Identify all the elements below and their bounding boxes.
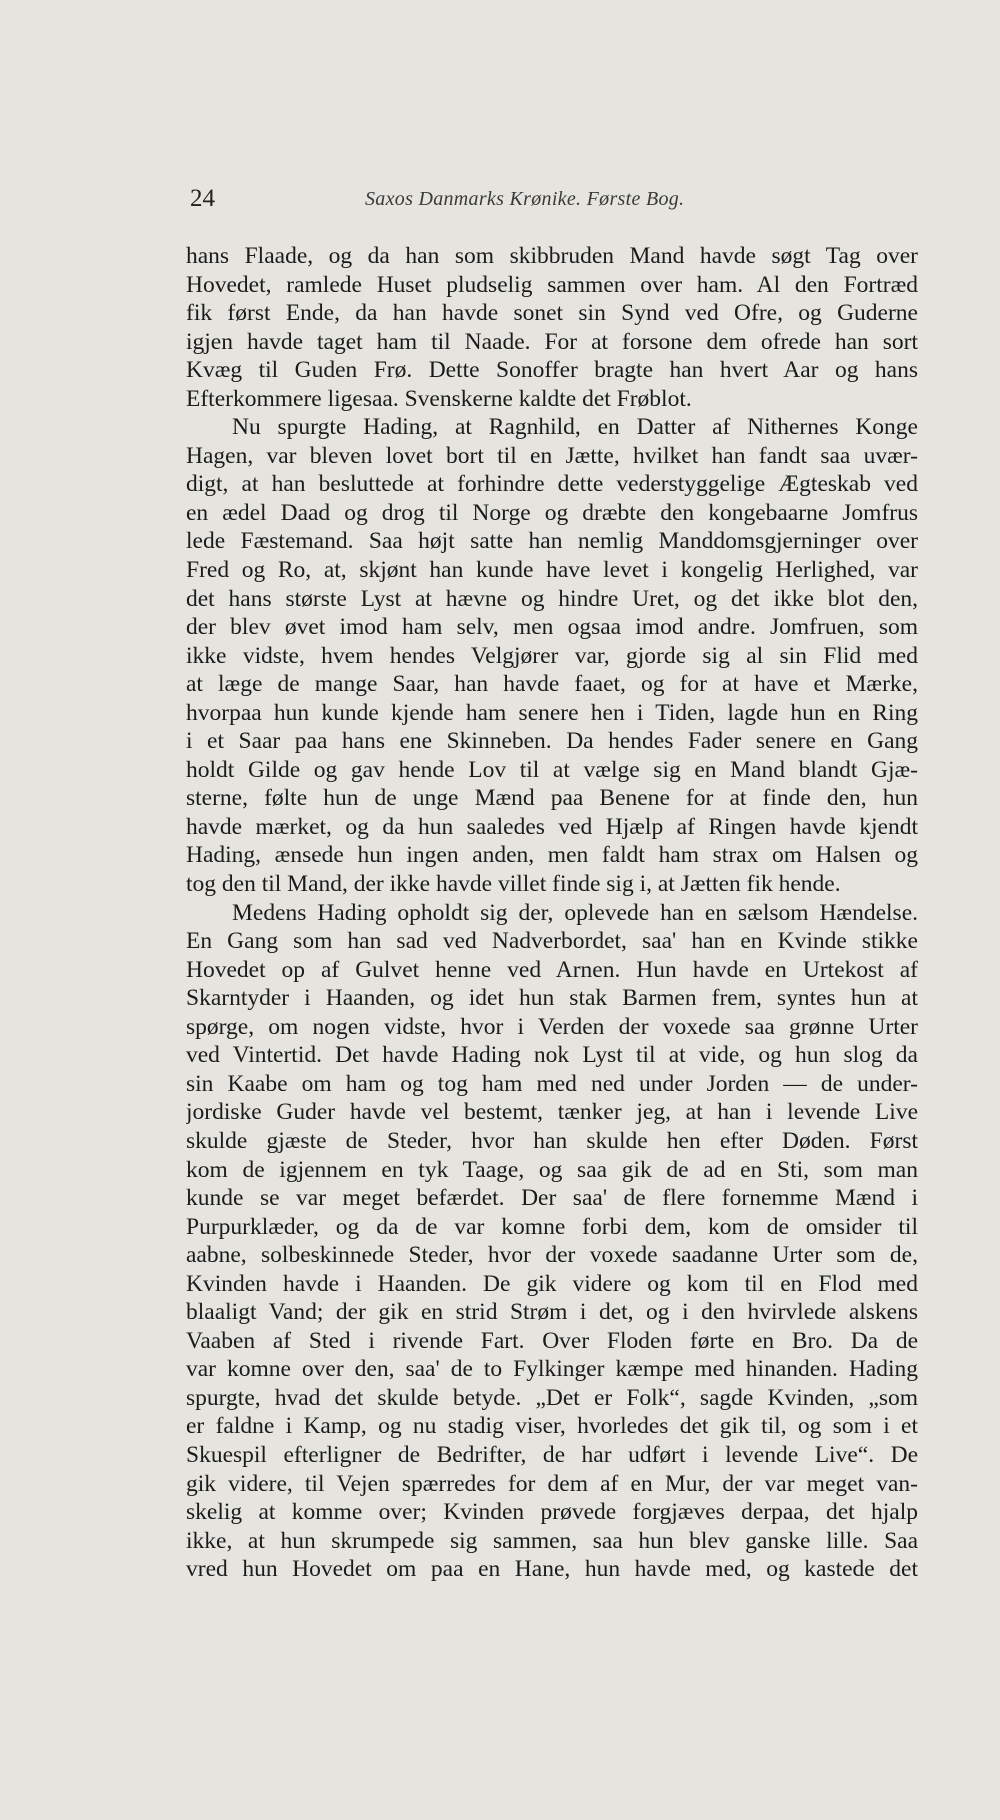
text-line: Hagen, var bleven lovet bort til en Jætte, hvilket han fandt saa uvær- — [186, 442, 918, 469]
text-line: fik først Ende, da han havde sonet sin Synd ved Ofre, og Guderne — [186, 300, 918, 327]
text-line: Vaaben af Sted i rivende Fart. Over Floden førte en Bro. Da de — [186, 1327, 918, 1354]
text-line: Hovedet op af Gulvet henne ved Arnen. Hun havde en Urtekost af — [186, 956, 918, 983]
text-line: ved Vintertid. Det havde Hading nok Lyst til at vide, og hun slog da — [186, 1042, 918, 1069]
text-line: Kvinden havde i Haanden. De gik videre og kom til en Flod med — [186, 1270, 918, 1297]
text-line: ikke vidste, hvem hendes Velgjører var, gjorde sig al sin Flid med — [186, 642, 918, 669]
text-line: spurgte, hvad det skulde betyde. „Det er Folk“, sagde Kvinden, „som — [186, 1384, 918, 1411]
page-number: 24 — [190, 185, 215, 212]
text-line: sin Kaabe om ham og tog ham med ned under Jorden — de under- — [186, 1070, 918, 1097]
text-line: kunde se var meget befærdet. Der saa' de flere fornemme Mænd i — [186, 1185, 918, 1212]
text-line: ikke, at hun skrumpede sig sammen, saa hun blev ganske lille. Saa — [186, 1527, 918, 1554]
text-line: er faldne i Kamp, og nu stadig viser, hvorledes det gik til, og som i et — [186, 1413, 918, 1440]
text-line: digt, at han besluttede at forhindre dette vederstyggelige Ægteskab ved — [186, 471, 918, 498]
text-line: Hovedet, ramlede Huset pludselig sammen over ham. Al den Fortræd — [186, 271, 918, 298]
text-line: blaaligt Vand; der gik en strid Strøm i det, og i den hvirvlede alskens — [186, 1299, 918, 1326]
text-line: Nu spurgte Hading, at Ragnhild, en Datter af Nithernes Konge — [232, 414, 918, 441]
text-line: Fred og Ro, at, skjønt han kunde have levet i kongelig Herlighed, var — [186, 557, 918, 584]
text-line: Skuespil efterligner de Bedrifter, de har udført i levende Live“. De — [186, 1441, 918, 1468]
text-line: der blev øvet imod ham selv, men ogsaa imod andre. Jomfruen, som — [186, 614, 918, 641]
text-line: Kvæg til Guden Frø. Dette Sonoffer bragte han hvert Aar og hans — [186, 357, 918, 384]
text-line: Skarntyder i Haanden, og idet hun stak Barmen frem, syntes hun at — [186, 985, 918, 1012]
text-line: hvorpaa hun kunde kjende ham senere hen i Tiden, lagde hun en Ring — [186, 699, 918, 726]
text-line: kom de igjennem en tyk Taage, og saa gik de ad en Sti, som man — [186, 1156, 918, 1183]
page-header — [190, 185, 950, 215]
text-line: sterne, følte hun de unge Mænd paa Benene for at finde den, hun — [186, 785, 918, 812]
running-head: Saxos Danmarks Krønike. Første Bog. — [365, 188, 685, 210]
text-line: vred hun Hovedet om paa en Hane, hun havde med, og kastede det — [186, 1556, 918, 1583]
text-line: En Gang som han sad ved Nadverbordet, saa' han en Kvinde stikke — [186, 928, 918, 955]
body-text — [186, 242, 918, 1584]
text-line: i et Saar paa hans ene Skinneben. Da hendes Fader senere en Gang — [186, 728, 918, 755]
text-line: Hading, ænsede hun ingen anden, men faldt ham strax om Halsen og — [186, 842, 918, 869]
text-line: igjen havde taget ham til Naade. For at forsone dem ofrede han sort — [186, 328, 918, 355]
text-line: skelig at komme over; Kvinden prøvede forgjæves derpaa, det hjalp — [186, 1499, 918, 1526]
text-line: hans Flaade, og da han som skibbruden Mand havde søgt Tag over — [186, 243, 918, 269]
text-line: aabne, solbeskinnede Steder, hvor der voxede saadanne Urter som de, — [186, 1242, 918, 1269]
text-line: lede Fæstemand. Saa højt satte han nemlig Manddomsgjerninger over — [186, 528, 918, 555]
text-line: skulde gjæste de Steder, hvor han skulde hen efter Døden. Først — [186, 1127, 918, 1154]
text-line: jordiske Guder havde vel bestemt, tænker jeg, at han i levende Live — [186, 1099, 918, 1126]
text-line: spørge, om nogen vidste, hvor i Verden der voxede saa grønne Urter — [186, 1013, 918, 1040]
text-line: Purpurklæder, og da de var komne forbi dem, kom de omsider til — [186, 1213, 918, 1240]
text-line: Efterkommere ligesaa. Svenskerne kaldte det Frøblot. — [186, 385, 692, 412]
text-line: var komne over den, saa' de to Fylkinger kæmpe med hinanden. Hading — [186, 1356, 918, 1383]
text-line: at læge de mange Saar, han havde faaet, og for at have et Mærke, — [186, 671, 918, 698]
text-line: en ædel Daad og drog til Norge og dræbte den kongebaarne Jomfrus — [186, 499, 918, 526]
text-line: tog den til Mand, der ikke havde villet finde sig i, at Jætten fik hende. — [186, 871, 841, 898]
text-line: havde mærket, og da hun saaledes ved Hjælp af Ringen havde kjendt — [186, 813, 918, 840]
text-line: det hans største Lyst at hævne og hindre Uret, og det ikke blot den, — [186, 585, 918, 612]
text-line: Medens Hading opholdt sig der, oplevede han en sælsom Hændelse. — [232, 899, 918, 926]
text-line: holdt Gilde og gav hende Lov til at vælge sig en Mand blandt Gjæ- — [186, 756, 918, 783]
text-line: gik videre, til Vejen spærredes for dem af en Mur, der var meget van- — [186, 1470, 918, 1497]
